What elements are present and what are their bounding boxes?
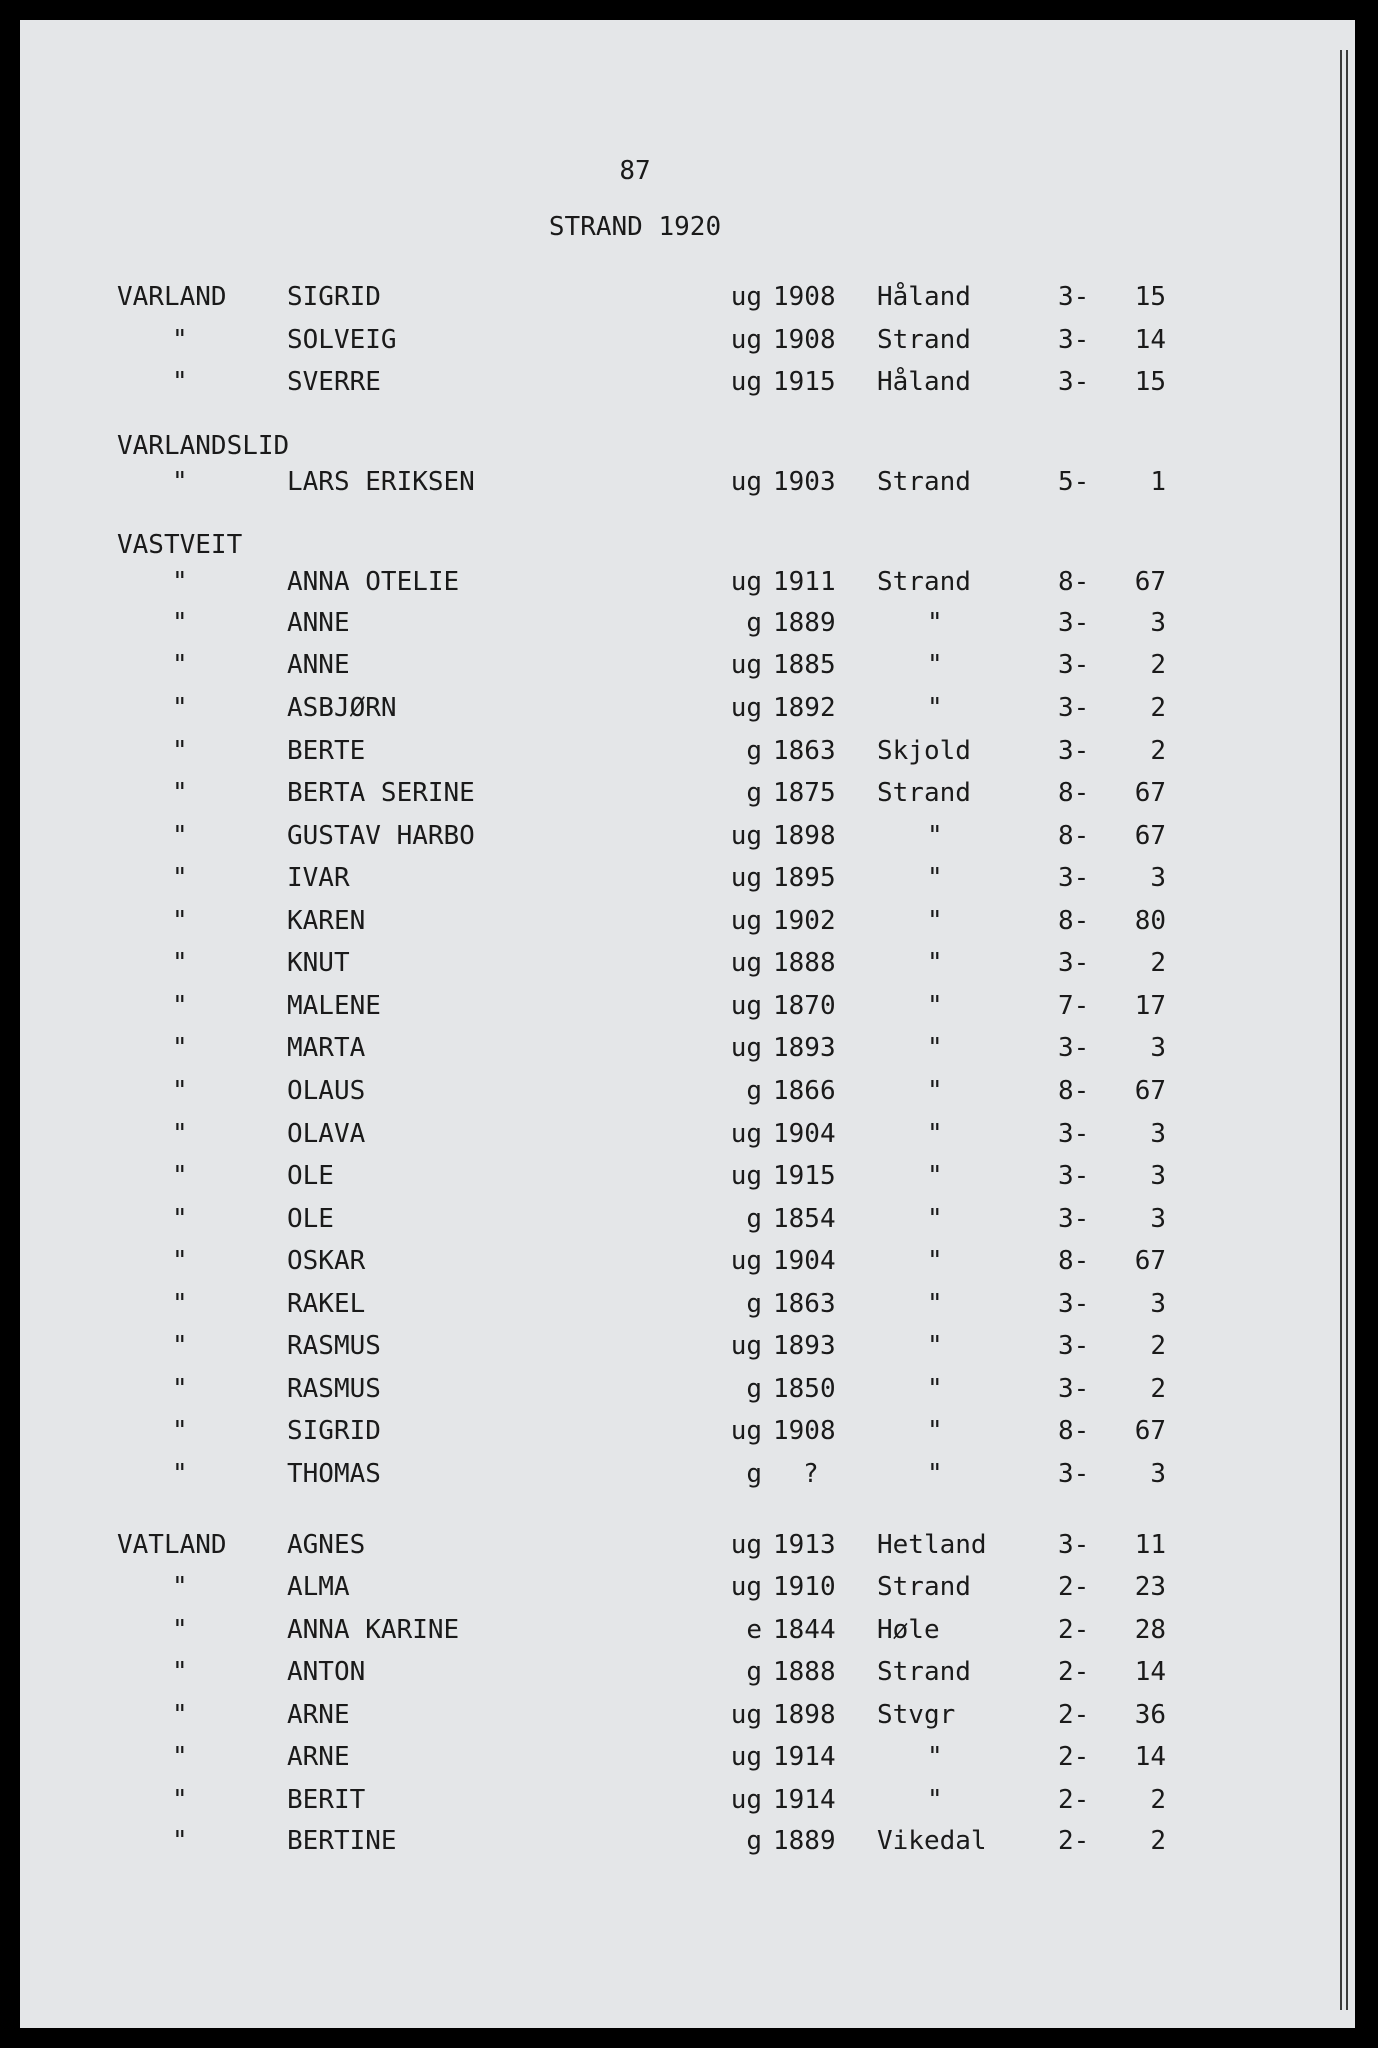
- place-cell: ": [927, 1076, 943, 1106]
- surname-cell: ": [172, 1331, 188, 1361]
- year-cell: 1910: [773, 1572, 836, 1602]
- year-cell: 1888: [773, 948, 836, 978]
- register-row: [20, 1527, 1355, 1563]
- place-cell: Hetland: [877, 1530, 987, 1560]
- surname-cell: VATLAND: [117, 1530, 227, 1560]
- ref-page-cell: 2-: [1058, 1826, 1090, 1856]
- event-code-cell: g: [746, 1374, 762, 1404]
- register-row: [20, 733, 1355, 769]
- ref-number-cell: 14: [1134, 325, 1166, 355]
- place-cell: Stvgr: [877, 1700, 956, 1730]
- ref-page-cell: 3-: [1058, 367, 1090, 397]
- year-cell: 1885: [773, 650, 836, 680]
- ref-page-cell: 2-: [1058, 1572, 1090, 1602]
- register-row: [20, 818, 1355, 854]
- year-cell: 1914: [773, 1785, 836, 1815]
- ref-number-cell: 3: [1150, 863, 1166, 893]
- ref-page-cell: 2-: [1058, 1742, 1090, 1772]
- place-cell: ": [927, 863, 943, 893]
- year-cell: 1875: [773, 778, 836, 808]
- place-cell: ": [927, 1119, 943, 1149]
- ref-page-cell: 3-: [1058, 1119, 1090, 1149]
- event-code-cell: g: [746, 778, 762, 808]
- event-code-cell: ug: [730, 991, 762, 1021]
- event-code-cell: ug: [730, 1742, 762, 1772]
- given-name-cell: SVERRE: [287, 367, 381, 397]
- surname-cell: ": [172, 1076, 188, 1106]
- event-code-cell: g: [746, 1826, 762, 1856]
- surname-cell: ": [172, 1657, 188, 1687]
- year-cell: 1911: [773, 567, 836, 597]
- given-name-cell: AGNES: [287, 1530, 366, 1560]
- event-code-cell: ug: [730, 693, 762, 723]
- ref-number-cell: 15: [1134, 367, 1166, 397]
- surname-group-heading: VASTVEIT: [117, 530, 243, 560]
- year-cell: 1904: [773, 1246, 836, 1276]
- register-row: [20, 1030, 1355, 1066]
- ref-number-cell: 3: [1150, 1204, 1166, 1234]
- year-cell: 1898: [773, 821, 836, 851]
- given-name-cell: OSKAR: [287, 1246, 366, 1276]
- ref-number-cell: 67: [1134, 1076, 1166, 1106]
- given-name-cell: OLE: [287, 1204, 334, 1234]
- given-name-cell: ANNE: [287, 650, 350, 680]
- ref-page-cell: 7-: [1058, 991, 1090, 1021]
- surname-cell: ": [172, 1204, 188, 1234]
- given-name-cell: LARS ERIKSEN: [287, 467, 475, 497]
- register-row: [20, 564, 1355, 600]
- place-cell: Skjold: [877, 736, 971, 766]
- given-name-cell: ARNE: [287, 1742, 350, 1772]
- year-cell: 1913: [773, 1530, 836, 1560]
- surname-cell: ": [172, 608, 188, 638]
- ref-number-cell: 67: [1134, 1246, 1166, 1276]
- surname-cell: ": [172, 1033, 188, 1063]
- place-cell: Strand: [877, 467, 971, 497]
- register-row: [20, 1158, 1355, 1194]
- year-cell: 1902: [773, 906, 836, 936]
- ref-number-cell: 2: [1150, 948, 1166, 978]
- register-row: [20, 1243, 1355, 1279]
- place-cell: ": [927, 1289, 943, 1319]
- place-cell: Strand: [877, 567, 971, 597]
- event-code-cell: g: [746, 1204, 762, 1234]
- event-code-cell: ug: [730, 467, 762, 497]
- given-name-cell: ANTON: [287, 1657, 366, 1687]
- given-name-cell: ALMA: [287, 1572, 350, 1602]
- place-cell: Strand: [877, 325, 971, 355]
- event-code-cell: g: [746, 608, 762, 638]
- place-cell: ": [927, 1459, 943, 1489]
- ref-number-cell: 14: [1134, 1657, 1166, 1687]
- surname-cell: ": [172, 1459, 188, 1489]
- ref-number-cell: 3: [1150, 1119, 1166, 1149]
- event-code-cell: ug: [730, 1572, 762, 1602]
- place-cell: ": [927, 821, 943, 851]
- event-code-cell: ug: [730, 325, 762, 355]
- given-name-cell: BERTA SERINE: [287, 778, 475, 808]
- ref-page-cell: 3-: [1058, 1374, 1090, 1404]
- given-name-cell: ARNE: [287, 1700, 350, 1730]
- surname-cell: ": [172, 567, 188, 597]
- given-name-cell: GUSTAV HARBO: [287, 821, 475, 851]
- year-cell: 1844: [773, 1615, 836, 1645]
- document-page: [20, 20, 1355, 2028]
- surname-cell: ": [172, 1119, 188, 1149]
- ref-page-cell: 8-: [1058, 567, 1090, 597]
- year-cell: 1908: [773, 1416, 836, 1446]
- given-name-cell: RAKEL: [287, 1289, 366, 1319]
- year-cell: 1888: [773, 1657, 836, 1687]
- year-cell: 1915: [773, 367, 836, 397]
- ref-page-cell: 3-: [1058, 1033, 1090, 1063]
- given-name-cell: OLAUS: [287, 1076, 366, 1106]
- page-number: 87: [619, 156, 651, 186]
- place-cell: Høle: [877, 1615, 940, 1645]
- year-cell: 1892: [773, 693, 836, 723]
- ref-page-cell: 3-: [1058, 1204, 1090, 1234]
- surname-cell: ": [172, 1416, 188, 1446]
- ref-number-cell: 2: [1150, 1826, 1166, 1856]
- ref-number-cell: 67: [1134, 1416, 1166, 1446]
- place-cell: ": [927, 1204, 943, 1234]
- year-cell: 1850: [773, 1374, 836, 1404]
- event-code-cell: ug: [730, 1700, 762, 1730]
- place-cell: ": [927, 991, 943, 1021]
- year-cell: 1908: [773, 282, 836, 312]
- event-code-cell: g: [746, 1657, 762, 1687]
- ref-number-cell: 2: [1150, 1785, 1166, 1815]
- register-row: [20, 860, 1355, 896]
- event-code-cell: ug: [730, 1033, 762, 1063]
- place-cell: Strand: [877, 778, 971, 808]
- place-cell: ": [927, 1033, 943, 1063]
- year-cell: 1914: [773, 1742, 836, 1772]
- year-cell: 1898: [773, 1700, 836, 1730]
- register-row: [20, 1782, 1355, 1818]
- surname-cell: ": [172, 1289, 188, 1319]
- ref-number-cell: 2: [1150, 1331, 1166, 1361]
- surname-cell: ": [172, 1700, 188, 1730]
- given-name-cell: MALENE: [287, 991, 381, 1021]
- event-code-cell: ug: [730, 567, 762, 597]
- ref-page-cell: 3-: [1058, 1289, 1090, 1319]
- ref-page-cell: 2-: [1058, 1615, 1090, 1645]
- register-row: [20, 1328, 1355, 1364]
- ref-page-cell: 8-: [1058, 1076, 1090, 1106]
- year-cell: 1893: [773, 1033, 836, 1063]
- register-row: [20, 364, 1355, 400]
- event-code-cell: ug: [730, 1161, 762, 1191]
- ref-number-cell: 2: [1150, 693, 1166, 723]
- place-cell: ": [927, 693, 943, 723]
- place-cell: ": [927, 1742, 943, 1772]
- given-name-cell: SIGRID: [287, 1416, 381, 1446]
- place-cell: ": [927, 650, 943, 680]
- ref-number-cell: 17: [1134, 991, 1166, 1021]
- ref-page-cell: 3-: [1058, 1331, 1090, 1361]
- register-row: [20, 1073, 1355, 1109]
- surname-cell: ": [172, 863, 188, 893]
- register-row: [20, 1371, 1355, 1407]
- ref-page-cell: 8-: [1058, 778, 1090, 808]
- register-row: [20, 1654, 1355, 1690]
- place-cell: ": [927, 1161, 943, 1191]
- event-code-cell: g: [746, 736, 762, 766]
- event-code-cell: ug: [730, 1119, 762, 1149]
- surname-cell: ": [172, 325, 188, 355]
- surname-cell: ": [172, 650, 188, 680]
- ref-page-cell: 3-: [1058, 282, 1090, 312]
- year-cell: 1854: [773, 1204, 836, 1234]
- event-code-cell: ug: [730, 863, 762, 893]
- place-cell: Håland: [877, 282, 971, 312]
- place-cell: ": [927, 906, 943, 936]
- ref-number-cell: 14: [1134, 1742, 1166, 1772]
- register-row: [20, 1612, 1355, 1648]
- event-code-cell: e: [746, 1615, 762, 1645]
- place-cell: ": [927, 948, 943, 978]
- register-row: [20, 903, 1355, 939]
- ref-page-cell: 5-: [1058, 467, 1090, 497]
- given-name-cell: ASBJØRN: [287, 693, 397, 723]
- surname-cell: ": [172, 367, 188, 397]
- surname-cell: ": [172, 1374, 188, 1404]
- page-title: STRAND 1920: [548, 212, 722, 242]
- register-row: [20, 690, 1355, 726]
- surname-group-heading: VARLANDSLID: [117, 431, 290, 461]
- register-row: [20, 322, 1355, 358]
- surname-cell: ": [172, 991, 188, 1021]
- register-row: [20, 1286, 1355, 1322]
- given-name-cell: ANNA OTELIE: [287, 567, 460, 597]
- place-cell: Strand: [877, 1572, 971, 1602]
- event-code-cell: g: [746, 1289, 762, 1319]
- ref-number-cell: 67: [1134, 567, 1166, 597]
- year-cell: 1915: [773, 1161, 836, 1191]
- given-name-cell: ANNA KARINE: [287, 1615, 460, 1645]
- given-name-cell: THOMAS: [287, 1459, 381, 1489]
- event-code-cell: ug: [730, 1416, 762, 1446]
- place-cell: ": [927, 1374, 943, 1404]
- ref-number-cell: 36: [1134, 1700, 1166, 1730]
- ref-number-cell: 28: [1134, 1615, 1166, 1645]
- surname-cell: ": [172, 778, 188, 808]
- ref-page-cell: 3-: [1058, 1530, 1090, 1560]
- register-row: [20, 605, 1355, 641]
- ref-page-cell: 3-: [1058, 948, 1090, 978]
- surname-cell: VARLAND: [117, 282, 227, 312]
- ref-page-cell: 8-: [1058, 1416, 1090, 1446]
- given-name-cell: MARTA: [287, 1033, 366, 1063]
- ref-page-cell: 3-: [1058, 650, 1090, 680]
- place-cell: ": [927, 1785, 943, 1815]
- register-row: [20, 1697, 1355, 1733]
- ref-page-cell: 3-: [1058, 693, 1090, 723]
- given-name-cell: BERTE: [287, 736, 366, 766]
- surname-cell: ": [172, 1615, 188, 1645]
- event-code-cell: ug: [730, 282, 762, 312]
- ref-page-cell: 2-: [1058, 1785, 1090, 1815]
- register-row: [20, 1201, 1355, 1237]
- surname-cell: ": [172, 1246, 188, 1276]
- register-row: [20, 279, 1355, 315]
- ref-number-cell: 23: [1134, 1572, 1166, 1602]
- register-row: [20, 945, 1355, 981]
- given-name-cell: RASMUS: [287, 1331, 381, 1361]
- surname-cell: ": [172, 1742, 188, 1772]
- register-row: [20, 1823, 1355, 1859]
- place-cell: Vikedal: [877, 1826, 987, 1856]
- given-name-cell: BERIT: [287, 1785, 366, 1815]
- place-cell: ": [927, 1246, 943, 1276]
- ref-number-cell: 1: [1150, 467, 1166, 497]
- place-cell: ": [927, 608, 943, 638]
- event-code-cell: ug: [730, 367, 762, 397]
- event-code-cell: ug: [730, 1246, 762, 1276]
- event-code-cell: ug: [730, 650, 762, 680]
- surname-cell: ": [172, 821, 188, 851]
- year-cell: 1870: [773, 991, 836, 1021]
- place-cell: ": [927, 1331, 943, 1361]
- register-row: [20, 1739, 1355, 1775]
- year-cell: ?: [803, 1459, 819, 1489]
- ref-page-cell: 8-: [1058, 906, 1090, 936]
- given-name-cell: ANNE: [287, 608, 350, 638]
- ref-number-cell: 2: [1150, 736, 1166, 766]
- surname-cell: ": [172, 693, 188, 723]
- surname-cell: ": [172, 906, 188, 936]
- year-cell: 1889: [773, 1826, 836, 1856]
- register-row: [20, 775, 1355, 811]
- register-row: [20, 1569, 1355, 1605]
- ref-number-cell: 3: [1150, 1459, 1166, 1489]
- given-name-cell: SIGRID: [287, 282, 381, 312]
- ref-number-cell: 3: [1150, 608, 1166, 638]
- given-name-cell: KAREN: [287, 906, 366, 936]
- given-name-cell: OLE: [287, 1161, 334, 1191]
- place-cell: Håland: [877, 367, 971, 397]
- ref-number-cell: 67: [1134, 821, 1166, 851]
- year-cell: 1889: [773, 608, 836, 638]
- register-row: [20, 464, 1355, 500]
- surname-cell: ": [172, 467, 188, 497]
- year-cell: 1903: [773, 467, 836, 497]
- ref-page-cell: 3-: [1058, 325, 1090, 355]
- ref-number-cell: 2: [1150, 1374, 1166, 1404]
- event-code-cell: ug: [730, 1331, 762, 1361]
- ref-page-cell: 3-: [1058, 608, 1090, 638]
- given-name-cell: SOLVEIG: [287, 325, 397, 355]
- surname-cell: ": [172, 948, 188, 978]
- register-row: [20, 1456, 1355, 1492]
- year-cell: 1863: [773, 1289, 836, 1319]
- ref-number-cell: 3: [1150, 1289, 1166, 1319]
- event-code-cell: ug: [730, 1530, 762, 1560]
- place-cell: Strand: [877, 1657, 971, 1687]
- event-code-cell: ug: [730, 948, 762, 978]
- given-name-cell: BERTINE: [287, 1826, 397, 1856]
- ref-number-cell: 15: [1134, 282, 1166, 312]
- ref-page-cell: 3-: [1058, 863, 1090, 893]
- event-code-cell: g: [746, 1076, 762, 1106]
- surname-cell: ": [172, 1572, 188, 1602]
- surname-cell: ": [172, 1785, 188, 1815]
- year-cell: 1908: [773, 325, 836, 355]
- register-row: [20, 988, 1355, 1024]
- event-code-cell: g: [746, 1459, 762, 1489]
- ref-page-cell: 8-: [1058, 821, 1090, 851]
- event-code-cell: ug: [730, 821, 762, 851]
- ref-page-cell: 8-: [1058, 1246, 1090, 1276]
- ref-number-cell: 3: [1150, 1161, 1166, 1191]
- ref-page-cell: 2-: [1058, 1657, 1090, 1687]
- event-code-cell: ug: [730, 906, 762, 936]
- ref-number-cell: 2: [1150, 650, 1166, 680]
- given-name-cell: RASMUS: [287, 1374, 381, 1404]
- year-cell: 1866: [773, 1076, 836, 1106]
- ref-number-cell: 67: [1134, 778, 1166, 808]
- place-cell: ": [927, 1416, 943, 1446]
- ref-number-cell: 11: [1134, 1530, 1166, 1560]
- surname-cell: ": [172, 736, 188, 766]
- ref-number-cell: 80: [1134, 906, 1166, 936]
- given-name-cell: OLAVA: [287, 1119, 366, 1149]
- register-row: [20, 647, 1355, 683]
- surname-cell: ": [172, 1826, 188, 1856]
- event-code-cell: ug: [730, 1785, 762, 1815]
- year-cell: 1863: [773, 736, 836, 766]
- given-name-cell: IVAR: [287, 863, 350, 893]
- ref-page-cell: 2-: [1058, 1700, 1090, 1730]
- year-cell: 1895: [773, 863, 836, 893]
- ref-number-cell: 3: [1150, 1033, 1166, 1063]
- year-cell: 1893: [773, 1331, 836, 1361]
- ref-page-cell: 3-: [1058, 736, 1090, 766]
- register-row: [20, 1413, 1355, 1449]
- surname-cell: ": [172, 1161, 188, 1191]
- year-cell: 1904: [773, 1119, 836, 1149]
- given-name-cell: KNUT: [287, 948, 350, 978]
- ref-page-cell: 3-: [1058, 1161, 1090, 1191]
- register-row: [20, 1116, 1355, 1152]
- ref-page-cell: 3-: [1058, 1459, 1090, 1489]
